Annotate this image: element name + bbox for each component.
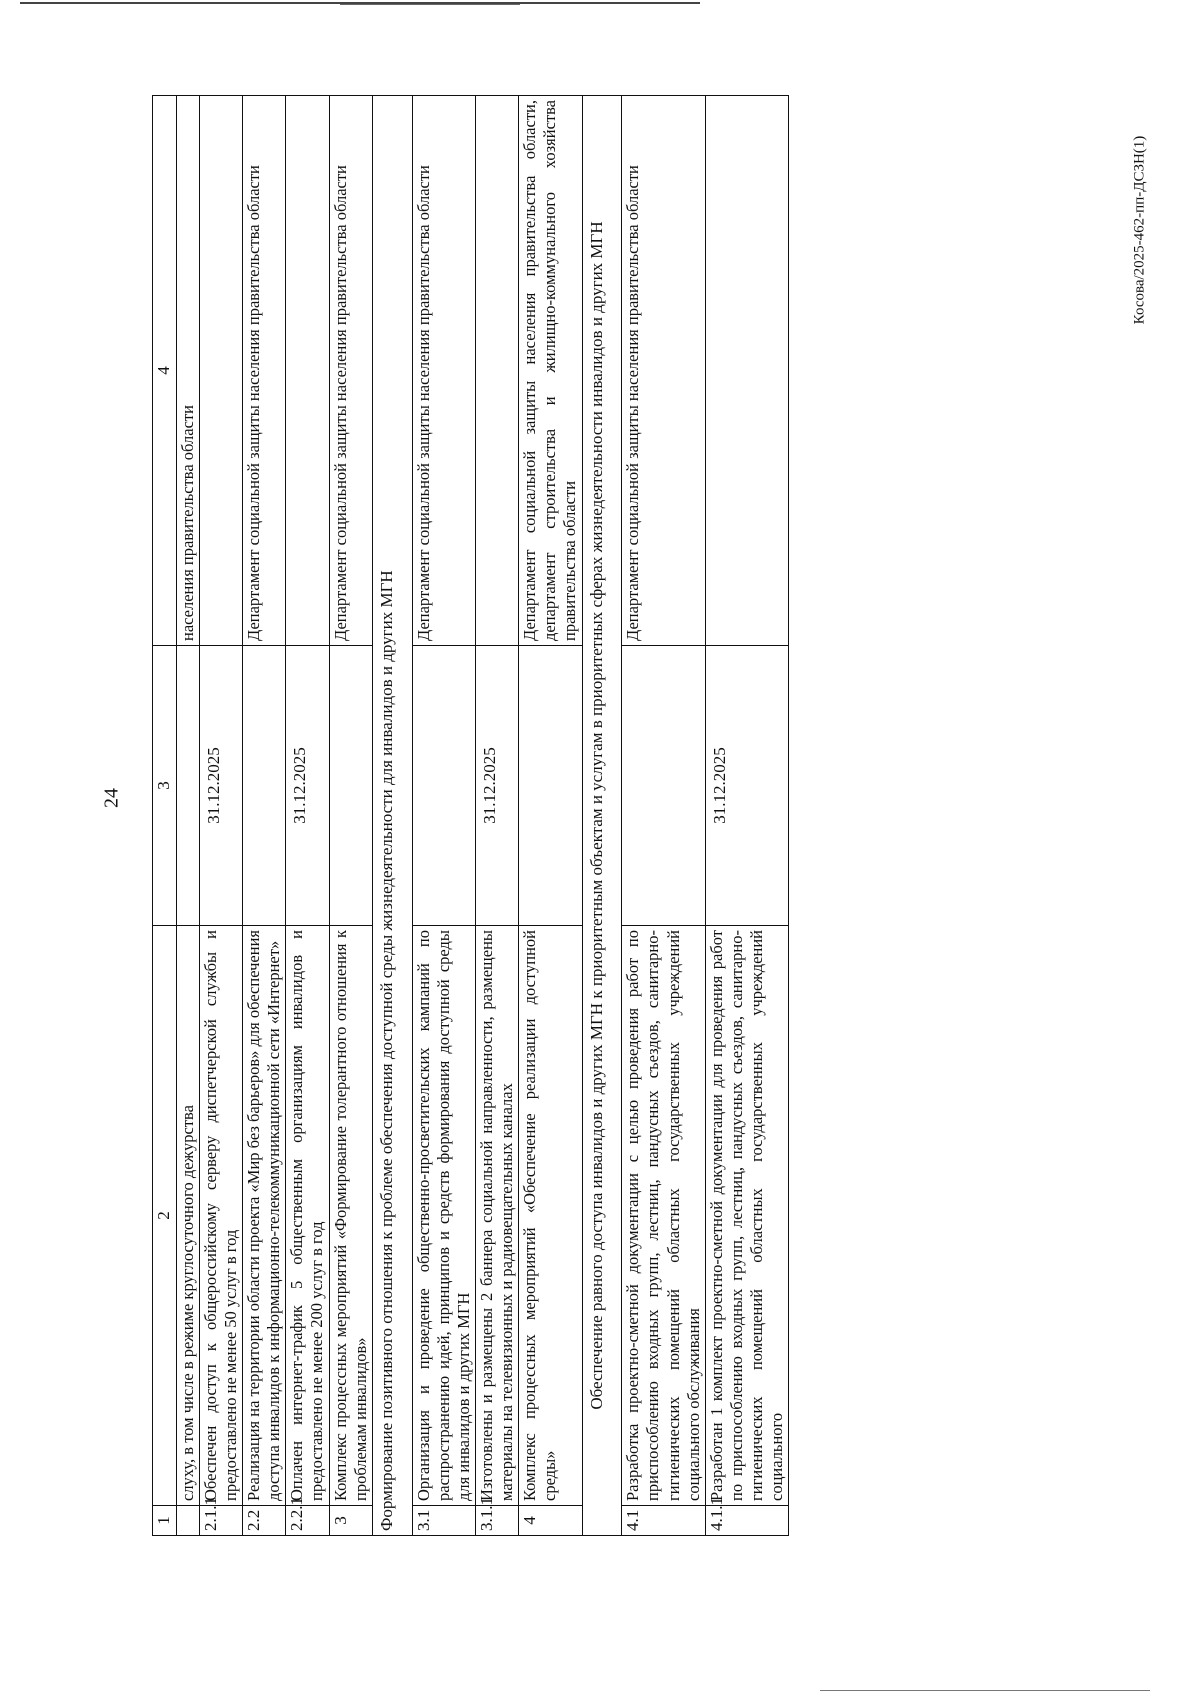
table-row (199, 96, 242, 1536)
row-deadline (176, 646, 199, 926)
row-description: слуху, в том числе в режиме круглосуточного дежурства (176, 926, 199, 1506)
row-responsible: Департамент социальной защиты населения правительства области (329, 96, 372, 646)
row-responsible: Департамент социальной защиты населения правительства области, департамент строительства и жилищно-коммунального хозяйства правительства области (519, 96, 582, 646)
table-row (475, 96, 518, 1536)
row-description: Оплачен интернет-трафик 5 общественным организациям инвалидов и предоставлено не менее 200 услуг в год (286, 926, 329, 1506)
row-description: Разработан 1 комплект проектно-сметной документации для проведения работ по приспособлению входных групп, лестниц, пандусных съездов, санитарно-гигиенических помещений областных государственных учреждений социального (705, 926, 789, 1506)
table-row (243, 96, 286, 1536)
section-heading: Формирование позитивного отношения к проблеме обеспечения доступной среды жизнедеятельности для инвалидов и других МГН (372, 96, 412, 1536)
row-responsible (199, 96, 242, 646)
rotated-page-content (152, 96, 1152, 1536)
row-number: 2.1.1 (199, 1506, 242, 1536)
table-row (286, 96, 329, 1536)
row-number: 3.1 (412, 1506, 475, 1536)
scan-edge-line (340, 4, 520, 5)
row-deadline: 31.12.2025 (475, 646, 518, 926)
row-number: 2.2 (243, 1506, 286, 1536)
table-row (622, 96, 706, 1536)
row-responsible: населения правительства области (176, 96, 199, 646)
table-row (705, 96, 789, 1536)
row-description: Реализация на территории области проекта «Мир без барьеров» для обеспечения доступа инвалидов к информационно-телекоммуникационной сети «Интернет» (243, 926, 286, 1506)
row-responsible: Департамент социальной защиты населения правительства области (622, 96, 706, 646)
row-number: 4 (519, 1506, 582, 1536)
table-row (519, 96, 582, 1536)
column-header: 1 (153, 1506, 177, 1536)
row-number: 3.1.1 (475, 1506, 518, 1536)
row-deadline (329, 646, 372, 926)
section-heading: Обеспечение равного доступа инвалидов и других МГН к приоритетным объектам и услугам в приоритетных сферах жизнедеятельности инвалидов и других МГН (582, 96, 622, 1536)
row-responsible: Департамент социальной защиты населения правительства области (412, 96, 475, 646)
column-header: 2 (153, 926, 177, 1506)
row-description: Разработка проектно-сметной документации с целью проведения работ по приспособлению входных групп, лестниц, пандусных съездов, санитарно-гигиенических помещений областных государственных учреждений социального обслуживания (622, 926, 706, 1506)
table-header-row (153, 96, 177, 1536)
row-number: 3 (329, 1506, 372, 1536)
row-responsible (475, 96, 518, 646)
row-description: Обеспечен доступ к общероссийскому серверу диспетчерской службы и предоставлено не менее 50 услуг в год (199, 926, 242, 1506)
row-deadline (243, 646, 286, 926)
section-heading-row (582, 96, 622, 1536)
table-row (329, 96, 372, 1536)
row-number: 2.2.1 (286, 1506, 329, 1536)
row-deadline: 31.12.2025 (705, 646, 789, 926)
activities-table (152, 95, 789, 1536)
row-description: Комплекс процессных мероприятий «Формирование толерантного отношения к проблемам инвалидов» (329, 926, 372, 1506)
row-number: 4.1 (622, 1506, 706, 1536)
row-description: Комплекс процессных мероприятий «Обеспечение реализации доступной среды» (519, 926, 582, 1506)
document-code: Косова/2025-462-пп-ДСЗН(1) (1131, 135, 1148, 325)
row-responsible (286, 96, 329, 646)
page-number: 24 (100, 788, 123, 808)
table-row (412, 96, 475, 1536)
row-deadline (622, 646, 706, 926)
row-deadline: 31.12.2025 (199, 646, 242, 926)
row-number (176, 1506, 199, 1536)
row-responsible: Департамент социальной защиты населения правительства области (243, 96, 286, 646)
column-header: 3 (153, 646, 177, 926)
section-heading-row (372, 96, 412, 1536)
row-description: Изготовлены и размещены 2 баннера социальной направленности, размещены материалы на телевизионных и радиовещательных каналах (475, 926, 518, 1506)
scan-edge-line (820, 1690, 1150, 1691)
row-deadline (519, 646, 582, 926)
row-responsible (705, 96, 789, 646)
row-number: 4.1.1 (705, 1506, 789, 1536)
row-deadline (412, 646, 475, 926)
row-description: Организация и проведение общественно-просветительских кампаний по распространению идей, принципов и средств формирования доступной среды для инвалидов и других МГН (412, 926, 475, 1506)
table-row (176, 96, 199, 1536)
row-deadline: 31.12.2025 (286, 646, 329, 926)
column-header: 4 (153, 96, 177, 646)
